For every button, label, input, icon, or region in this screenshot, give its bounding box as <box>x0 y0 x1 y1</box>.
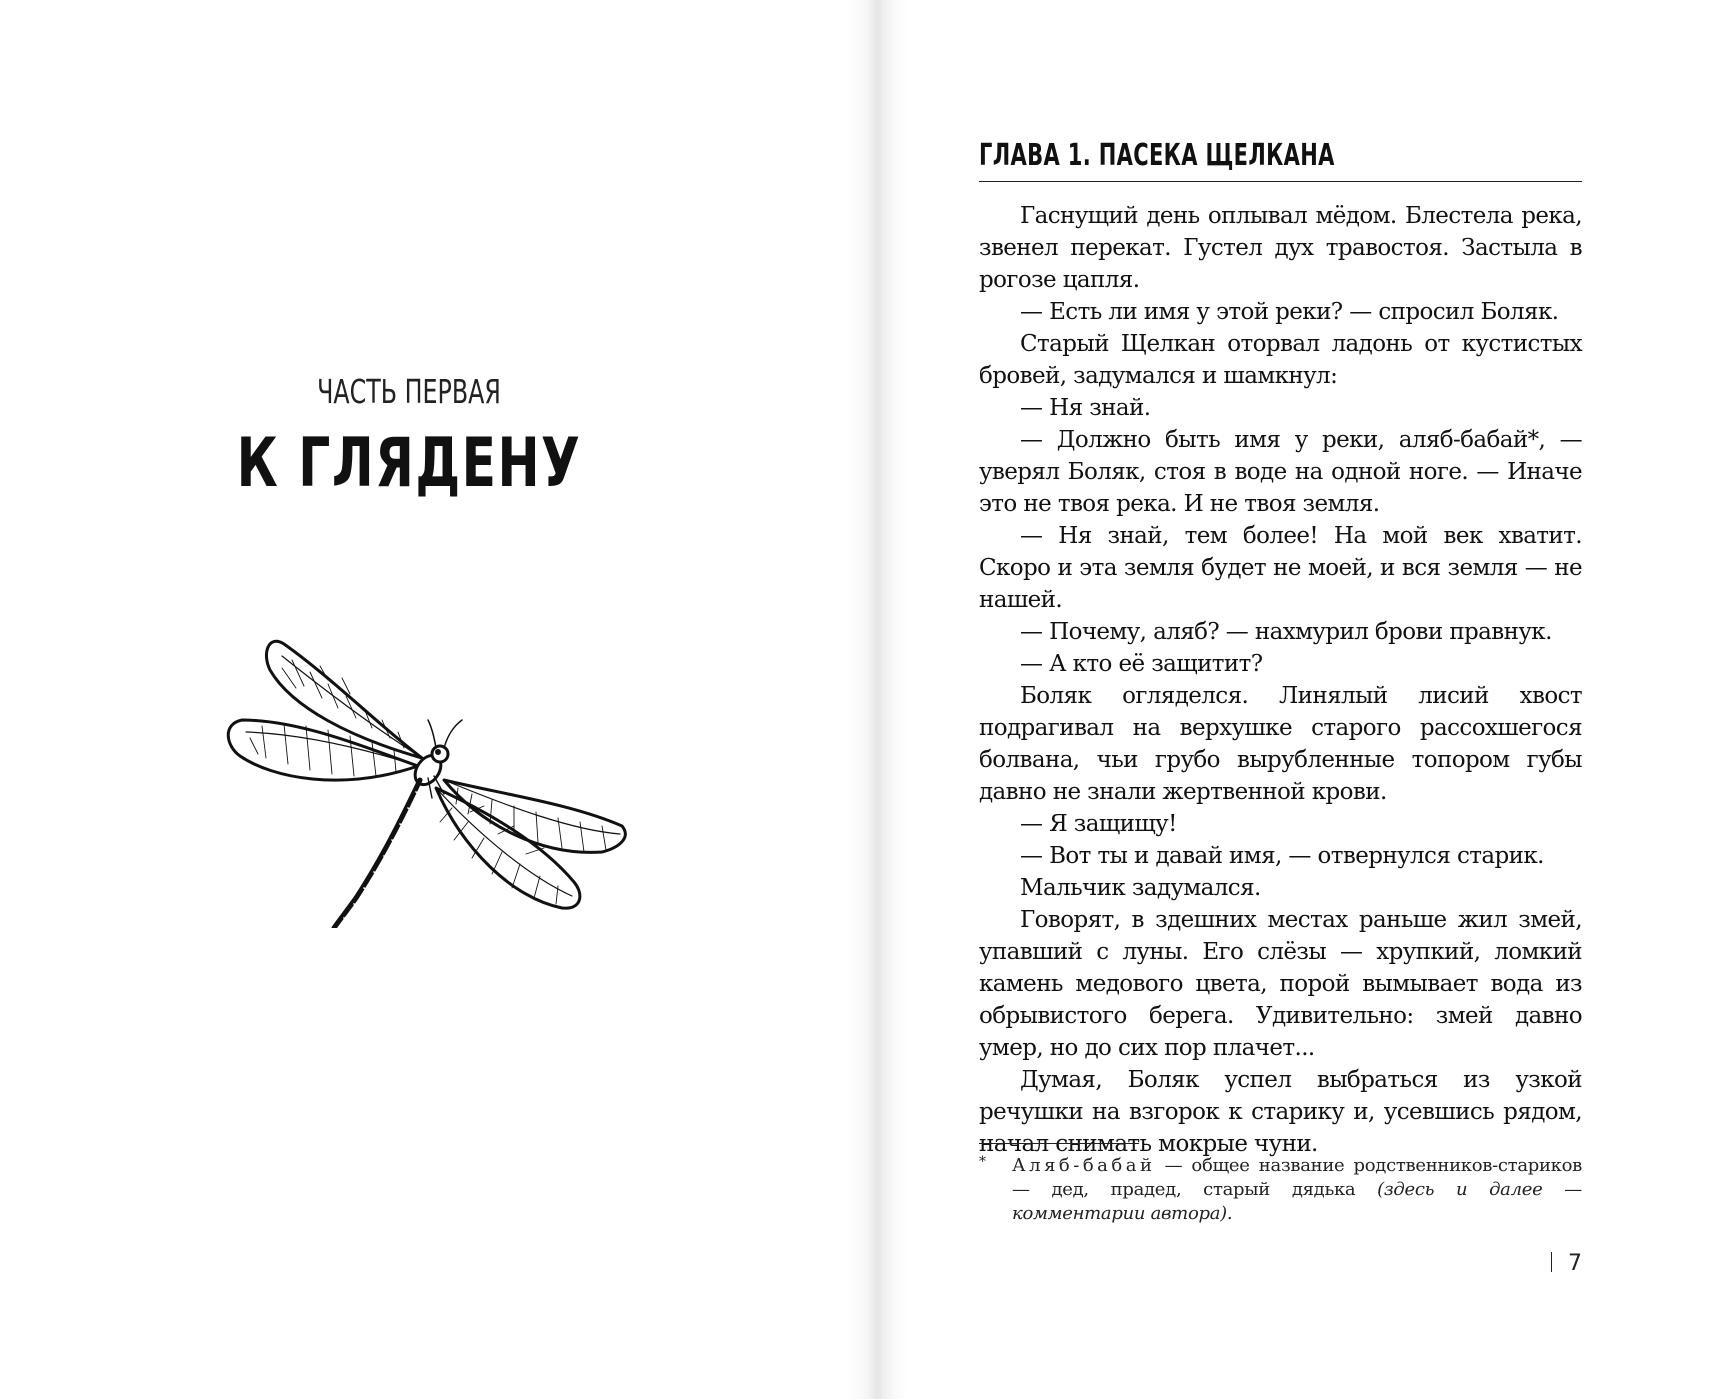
footnote-divider <box>979 1143 1139 1144</box>
page-number-divider <box>1551 1252 1553 1272</box>
chapter-header <box>979 138 1582 182</box>
chapter-body <box>979 200 1582 1160</box>
paragraph: — Вот ты и давай имя, — отвернулся старик. <box>1020 843 1544 869</box>
footnote-text <box>1012 1154 1582 1226</box>
part-label: ЧАСТЬ ПЕРВАЯ <box>317 372 501 411</box>
paragraph: Боляк огляделся. Линялый лисий хвост подрагивал на верхушке старого рассохшегося болвана, чьи грубо вырубленные топором губы давно не знали жертвенной крови. <box>979 683 1582 805</box>
paragraph: Мальчик задумался. <box>1020 875 1261 901</box>
footnote-marker: * <box>979 1154 986 1170</box>
chapter-title: ГЛАВА 1. ПАСЕКА ЩЕЛКАНА <box>979 138 1335 173</box>
paragraph: — Есть ли имя у этой реки? — спросил Боляк. <box>1020 299 1559 325</box>
paragraph: — Ня знай. <box>1020 395 1151 421</box>
paragraph: — Почему, аляб? — нахмурил брови правнук. <box>1020 619 1552 645</box>
paragraph: Думая, Боляк успел выбраться из узкой речушки на взгорок к старику и, усевшись рядом, начал снимать мокрые чуни. <box>979 1067 1582 1157</box>
paragraph: — Я защищу! <box>1020 811 1177 837</box>
page-number: 7 <box>1568 1251 1582 1276</box>
paragraph: — Должно быть имя у реки, аляб-бабай*, — уверял Боляк, стоя в воде на одной ноге. — Иначе это не твоя река. И не твоя земля. <box>979 427 1582 517</box>
paragraph: — Ня знай, тем более! На мой век хватит. Скоро и эта земля будет не моей, и вся земля — не нашей. <box>979 523 1582 613</box>
footnote-term: Аляб-бабай <box>1012 1155 1156 1176</box>
dragonfly-illustration <box>222 608 628 928</box>
paragraph: Говорят, в здешних местах раньше жил змей, упавший с луны. Его слёзы — хрупкий, ломкий камень медового цвета, порой вымывает вода из обрывистого берега. Удивительно: змей давно умер, но до сих пор плачет... <box>979 907 1582 1061</box>
paragraph: — А кто её защитит? <box>1020 651 1263 677</box>
part-title: К ГЛЯДЕНУ <box>236 424 582 503</box>
paragraph: Старый Щелкан оторвал ладонь от кустистых бровей, задумался и шамкнул: <box>979 331 1582 389</box>
paragraph: Гаснущий день оплывал мёдом. Блестела река, звенел перекат. Густел дух травостоя. Застыла в рогозе цапля. <box>979 203 1582 293</box>
page-number-block <box>1540 1251 1582 1276</box>
footnote-italic: (здесь и далее — комментарии автора). <box>1012 1179 1582 1224</box>
footnote-body: — общее название родственников-стариков — дед, прадед, старый дядька <box>1012 1155 1582 1200</box>
footnote <box>979 1154 1582 1226</box>
